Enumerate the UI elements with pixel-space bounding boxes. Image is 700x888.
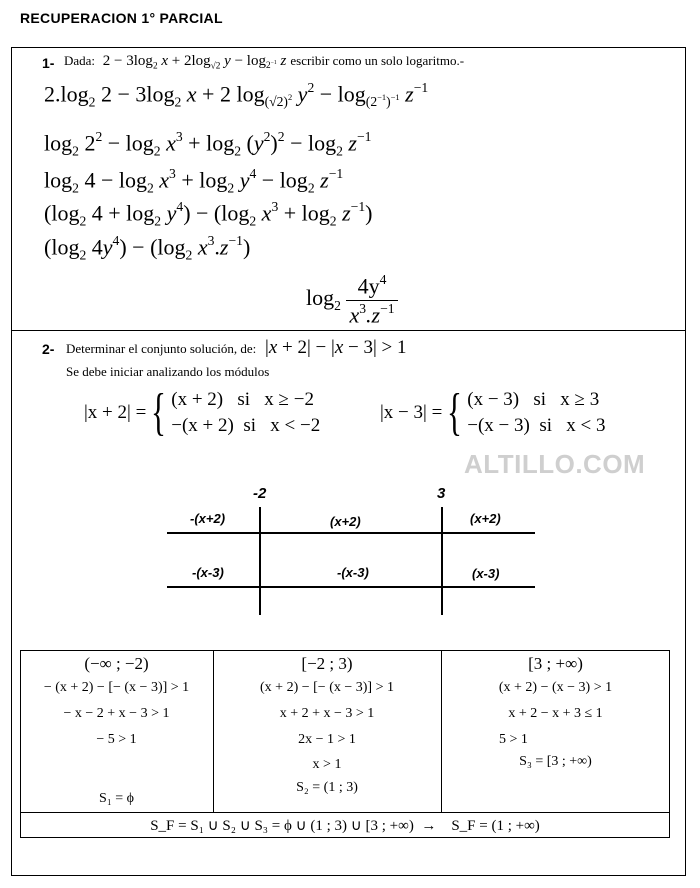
q2-number: 2- xyxy=(42,341,55,357)
sol-c1-line2: − x − 2 + x − 3 > 1 xyxy=(63,706,170,721)
sol-final: S_F = S₁ ∪ S₂ ∪ S₃ = ϕ ∪ (1 ; 3) ∪ [3 ; +∞) → S_F = (1 ; +∞) xyxy=(150,818,540,834)
abs1-lhs: |x + 2| = xyxy=(84,402,147,423)
abs1-brace: { xyxy=(151,384,167,441)
sol-c1-interval: (−∞ ; −2) xyxy=(84,654,149,673)
sol-c3-interval: [3 ; +∞) xyxy=(528,654,583,673)
sol-c2-line2: x + 2 + x − 3 > 1 xyxy=(279,706,375,721)
abs2-brace: { xyxy=(447,384,463,441)
sign-r2-c1: -(x-3) xyxy=(192,565,224,580)
numerator-text: 4y xyxy=(357,273,380,299)
section-divider xyxy=(11,330,686,331)
q1-step-4: ($\log_2$ $4 + \log_2 y^4) - (\log_2$ $x^3 + \log_2 z^{-1}$) xyxy=(44,199,373,229)
abs2-cases xyxy=(467,387,605,439)
den-b: .z xyxy=(366,302,381,328)
sign-cut-2: 3 xyxy=(437,485,446,502)
answer-numerator xyxy=(346,272,397,301)
den-a: x xyxy=(349,302,360,328)
sol-c2-line4: x > 1 xyxy=(312,757,342,772)
sign-hline-1 xyxy=(167,532,535,534)
q2-intro: Se debe iniciar analizando los módulos xyxy=(66,364,270,379)
sol-c1-line1: − (x + 2) − [− (x − 3)] > 1 xyxy=(43,680,190,695)
sol-c1-line3: − 5 > 1 xyxy=(96,732,137,747)
q2-prompt-text: Determinar el conjunto solución, de: xyxy=(66,341,257,356)
abs1-cases xyxy=(171,387,320,439)
q1-step-1: $2.\log_2$ $2 - 3\log_2$ x + 2 $\log_{(√2)^2} y^2 - \log_{(2^{-1})^{-1}} z^{-1}$ xyxy=(44,80,429,110)
solution-vline-2 xyxy=(441,650,442,812)
sign-hline-2 xyxy=(167,586,535,588)
q1-step-5: ($\log_2$ $4y^4) - (\log_2$ $x^3.z^{-1}$) xyxy=(44,233,251,263)
abs1-case-1: (x + 2) si x ≥ −2 xyxy=(171,389,314,410)
sol-c2-line1: (x + 2) − [− (x − 3)] > 1 xyxy=(260,680,394,695)
q1-given-expression: $2 - 3\log_2$ $x + 2\log_{√2}$ $y - \log_{2^{-1}} z$ xyxy=(99,53,287,72)
sol-c2-result: S₂ = (1 ; 3) xyxy=(296,780,358,795)
sign-r2-c3: (x-3) xyxy=(472,566,500,581)
q2-prompt xyxy=(66,337,406,359)
answer-denominator xyxy=(346,301,397,329)
q1-step-2: $\log_2 2^2 - \log_2 x^3 + \log_2 (y^2)^2 - \log_2 z^{-1}$ xyxy=(44,129,372,159)
abs2-lhs: |x − 3| = xyxy=(380,402,443,423)
den-a-exp: 3 xyxy=(359,300,367,316)
sol-c3-line3: 5 > 1 xyxy=(499,732,528,747)
den-b-exp: −1 xyxy=(380,300,395,316)
watermark: ALTILLO.COM xyxy=(464,449,646,479)
answer-base: 2 xyxy=(334,297,341,313)
sign-r2-c2: -(x-3) xyxy=(337,565,369,580)
q1-number: 1- xyxy=(42,55,55,71)
sol-c2-interval: [−2 ; 3) xyxy=(301,654,353,673)
q1-prompt-suffix: escribir como un solo logaritmo.- xyxy=(290,53,465,68)
q2-inequality: |x + 2| − |x − 3| > 1 xyxy=(260,337,407,358)
sol-c3-line1: (x + 2) − (x − 3) > 1 xyxy=(498,680,613,695)
abs1-case-2: −(x + 2) si x < −2 xyxy=(171,415,321,436)
answer-fraction xyxy=(346,272,397,328)
sign-cut-1: -2 xyxy=(253,485,267,502)
abs2-case-1: (x − 3) si x ≥ 3 xyxy=(467,389,600,410)
page-title: RECUPERACION 1° PARCIAL xyxy=(20,10,223,26)
sign-vline-1 xyxy=(259,507,261,615)
sol-c1-result: S₁ = ϕ xyxy=(99,791,134,806)
solution-hline xyxy=(20,812,670,813)
sol-c3-line2: x + 2 − x + 3 ≤ 1 xyxy=(508,706,603,721)
sign-r1-c3: (x+2) xyxy=(470,511,501,526)
sign-r1-c2: (x+2) xyxy=(330,514,361,529)
sol-c2-line3: 2x − 1 > 1 xyxy=(298,732,356,747)
q1-final-answer xyxy=(306,272,398,328)
abs-def-1 xyxy=(84,386,320,440)
sign-r1-c1: -(x+2) xyxy=(190,511,226,526)
sign-vline-2 xyxy=(441,507,443,615)
q1-prompt-prefix: Dada: xyxy=(64,53,96,68)
answer-log: log xyxy=(306,285,335,311)
sol-c3-result: S₃ = [3 ; +∞) xyxy=(519,754,592,769)
q1-step-3: $\log_2 4 - \log_2 x^3 + \log_2 y^4 - \log_2 z^{-1}$ xyxy=(44,166,344,196)
abs-def-2 xyxy=(380,386,606,440)
q1-prompt xyxy=(64,52,464,71)
numerator-exp: 4 xyxy=(379,272,387,287)
abs2-case-2: −(x − 3) si x < 3 xyxy=(467,415,606,436)
